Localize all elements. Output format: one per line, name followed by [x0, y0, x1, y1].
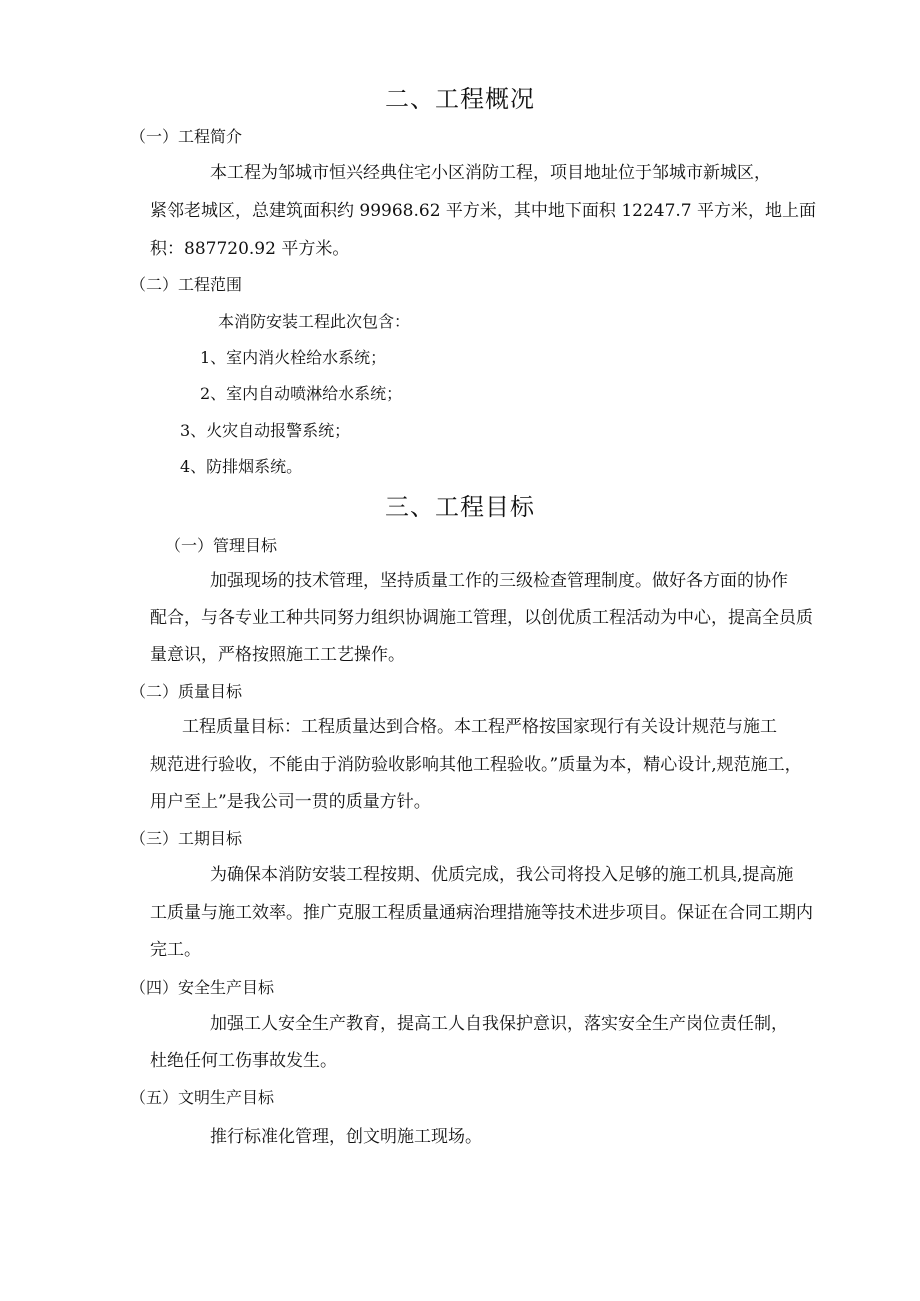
subsection-heading: （一）工程简介 — [130, 127, 243, 146]
paragraph-line: 量意识，严格按照施工工艺操作。 — [150, 645, 405, 665]
subsection-heading: （三）工期目标 — [130, 829, 243, 848]
paragraph-line: 加强现场的技术管理，坚持质量工作的三级检查管理制度。做好各方面的协作 — [210, 571, 788, 591]
section-title: 三、工程目标 — [385, 493, 535, 521]
subsection-heading: （一）管理目标 — [165, 536, 278, 555]
list-item: 2、室内自动喷淋给水系统； — [200, 384, 403, 403]
paragraph-line: 加强工人安全生产教育，提高工人自我保护意识，落实安全生产岗位责任制， — [210, 1014, 788, 1034]
list-item: 1、室内消火栓给水系统； — [200, 348, 387, 367]
list-item: 4、防排烟系统。 — [180, 457, 303, 476]
paragraph-line: 工程质量目标：工程质量达到合格。本工程严格按国家现行有关设计规范与施工 — [182, 717, 777, 737]
paragraph-line: 推行标准化管理，创文明施工现场。 — [210, 1127, 482, 1147]
paragraph-line: 用户至上”是我公司一贯的质量方针。 — [150, 792, 431, 812]
paragraph-line: 工质量与施工效率。推广克服工程质量通病治理措施等技术进步项目。保证在合同工期内 — [150, 903, 813, 923]
paragraph-line: 杜绝任何工伤事故发生。 — [150, 1051, 337, 1071]
list-item: 3、火灾自动报警系统； — [180, 421, 351, 440]
paragraph-line: 本工程为邹城市恒兴经典住宅小区消防工程，项目地址位于邹城市新城区， — [210, 163, 771, 183]
paragraph-line: 紧邻老城区，总建筑面积约 99968.62 平方米，其中地下面积 12247.7 平方米，地上面 — [150, 201, 817, 221]
subsection-heading: （二）质量目标 — [130, 682, 243, 701]
subsection-heading: （二）工程范围 — [130, 275, 243, 294]
section-title: 二、工程概况 — [385, 85, 535, 113]
paragraph-line: 为确保本消防安装工程按期、优质完成，我公司将投入足够的施工机具,提高施 — [210, 865, 794, 885]
paragraph-line: 规范进行验收，不能由于消防验收影响其他工程验收。”质量为本，精心设计,规范施工， — [150, 755, 802, 775]
paragraph-line: 积：887720.92 平方米。 — [150, 239, 350, 259]
paragraph-line: 配合，与各专业工种共同努力组织协调施工管理，以创优质工程活动为中心，提高全员质 — [150, 608, 813, 628]
subsection-heading: （五）文明生产目标 — [130, 1088, 275, 1107]
paragraph-line: 完工。 — [150, 940, 201, 960]
subsection-heading: （四）安全生产目标 — [130, 978, 275, 997]
scope-intro: 本消防安装工程此次包含： — [218, 312, 411, 331]
